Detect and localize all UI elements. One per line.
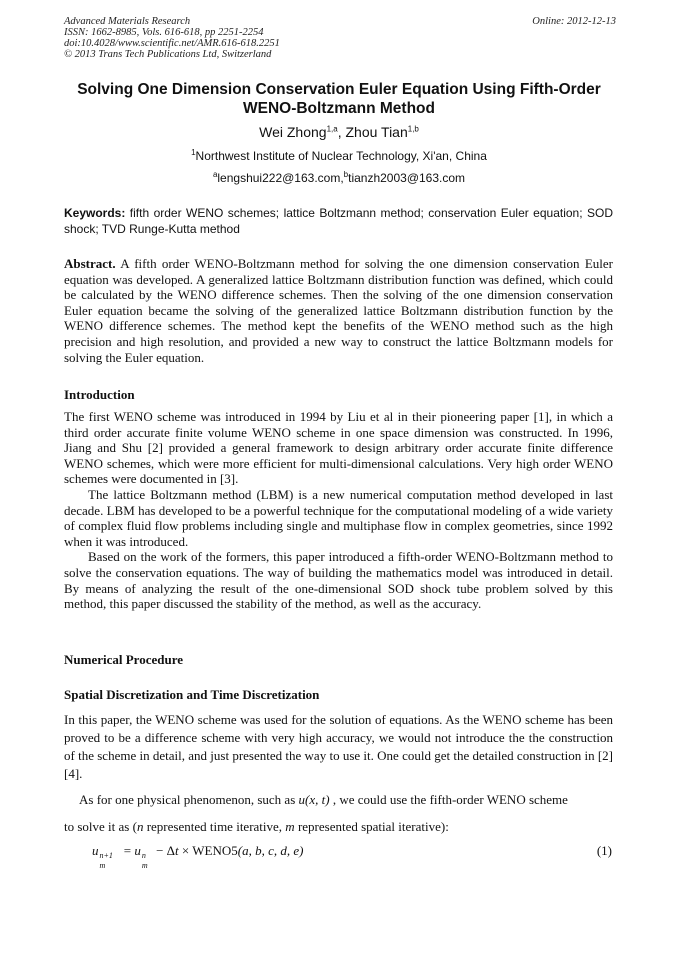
affiliation-sup: 1 — [191, 148, 196, 157]
email-b-sup: b — [343, 170, 349, 179]
affiliation — [0, 149, 678, 163]
eq-function: WENO5 — [192, 843, 238, 858]
journal-name: Advanced Materials Research — [64, 16, 191, 27]
spatial-p3-m: m — [285, 819, 295, 834]
author-2: Zhou Tian — [345, 124, 408, 140]
abstract-text: A fifth order WENO-Boltzmann method for solving the one dimension conservation Euler equation was developed. A generalized lattice Boltzmann distribution function was defined, which could be calculated by the WENO difference schemes. Then the solving of the one dimension conservation Euler equation became the solving of the generalized lattice Boltzmann distribution function by the WENO difference schemes. The method kept the benefits of the WENO method such as the high precision and high resolution, and provided a new way to construct the lattice Boltzmann models for solving the Euler equation. — [64, 256, 613, 365]
spatial-p2-text-a: As for one physical phenomenon, such as — [79, 792, 299, 807]
copyright-line: © 2013 Trans Tech Publications Ltd, Switzerland — [64, 49, 272, 60]
spatial-p3-text-a: to solve it as ( — [64, 819, 137, 834]
intro-paragraph-1: The first WENO scheme was introduced in 1994 by Liu et al in their pioneering paper [1], in which a third order accurate finite volume WENO scheme in one space dimension was constructed. In 1996, Jiang and Shu [2] provided a general framework to design arbitrary order accurate finite difference WENO schemes, which were more efficient for multi-dimensional calculations. Very high order WENO schemes were documented in [3]. — [64, 409, 613, 487]
spatial-paragraph-2 — [64, 791, 613, 809]
doi-line: doi:10.4028/www.scientific.net/AMR.616-618.2251 — [64, 38, 280, 49]
keywords — [64, 205, 613, 237]
spatial-p2-text-b: , we could use the fifth-order WENO scheme — [329, 792, 568, 807]
intro-paragraph-3: Based on the work of the formers, this paper introduced a fifth-order WENO-Boltzmann method to solve the conservation equations. The way of building the mathematics model was introduced in detail. By means of analyzing the result of the one-dimensional SOD shock tube problem solved by this method, this paper discussed the stability of the method, as well as the accuracy. — [64, 549, 613, 612]
eq-lhs-u: u — [92, 843, 99, 858]
eq-rhs-u: u — [134, 843, 141, 858]
author-emails — [0, 171, 678, 185]
section-heading-introduction: Introduction — [64, 387, 135, 402]
eq-minus-delta: − Δ — [152, 843, 176, 858]
title-line-1: Solving One Dimension Conservation Euler Equation Using Fifth-Order — [77, 81, 601, 98]
author-list — [0, 124, 678, 140]
section-heading-numerical: Numerical Procedure — [64, 652, 184, 667]
email-a: lengshui222@163.com, — [217, 171, 344, 185]
author-1-affil: 1,a — [326, 124, 338, 134]
email-b: tianzh2003@163.com — [348, 171, 466, 185]
journal-header — [64, 16, 616, 60]
eq-lhs-sup: n+1 — [99, 851, 113, 860]
eq-t: t — [175, 843, 179, 858]
issn-line: ISSN: 1662-8985, Vols. 616-618, pp 2251-2254 — [64, 27, 264, 38]
intro-paragraph-2: The lattice Boltzmann method (LBM) is a new numerical computation method developed in last decade. LBM has developed to be a powerful technique for the computational modeling of a wide variety of complex fluid flow problems including single and multiphase flow in complex geometries, since 1992 when it was introduced. — [64, 486, 613, 549]
spatial-p3-text-c: represented spatial iterative): — [294, 819, 449, 834]
eq-lhs-sub: m — [99, 861, 106, 870]
spatial-paragraph-1: In this paper, the WENO scheme was used for the solution of equations. As the WENO scheme has been proved to be a difference scheme with very high accuracy, we would not introduce the the construction of the scheme in detail, and just presented the way to use it. One could get the detailed construction in [2] [4]. — [64, 712, 613, 781]
spatial-p3-text-b: represented time iterative, — [143, 819, 286, 834]
eq-equals: = — [120, 843, 135, 858]
equation-number: (1) — [596, 843, 612, 858]
eq-args: (a, b, c, d, e) — [237, 843, 304, 858]
online-date: Online: 2012-12-13 — [532, 16, 616, 27]
spatial-paragraph-3 — [64, 818, 613, 836]
paper-title — [30, 80, 648, 118]
eq-rhs-sup: n — [141, 851, 146, 860]
equation-1 — [92, 843, 304, 870]
eq-times: × — [178, 843, 193, 858]
title-line-2: WENO-Boltzmann Method — [242, 100, 435, 117]
abstract-label: Abstract. — [64, 256, 116, 271]
author-1: Wei Zhong — [259, 124, 327, 140]
eq-rhs-sub: m — [141, 861, 148, 870]
author-separator: , — [337, 124, 346, 140]
keywords-label: Keywords: — [64, 206, 126, 220]
keywords-text: fifth order WENO schemes; lattice Boltzmann method; conservation Euler equation; SOD shock; TVD Runge-Kutta method — [64, 206, 613, 236]
abstract — [64, 256, 613, 365]
introduction-body — [64, 409, 613, 612]
subsection-heading-spatial: Spatial Discretization and Time Discretization — [64, 687, 320, 702]
affiliation-text: Northwest Institute of Nuclear Technology, Xi'an, China — [195, 149, 487, 163]
spatial-p2-math: u(x, t) — [298, 792, 330, 807]
author-2-affil: 1,b — [407, 124, 419, 134]
email-a-sup: a — [212, 170, 218, 179]
spatial-p3-n: n — [136, 819, 144, 834]
